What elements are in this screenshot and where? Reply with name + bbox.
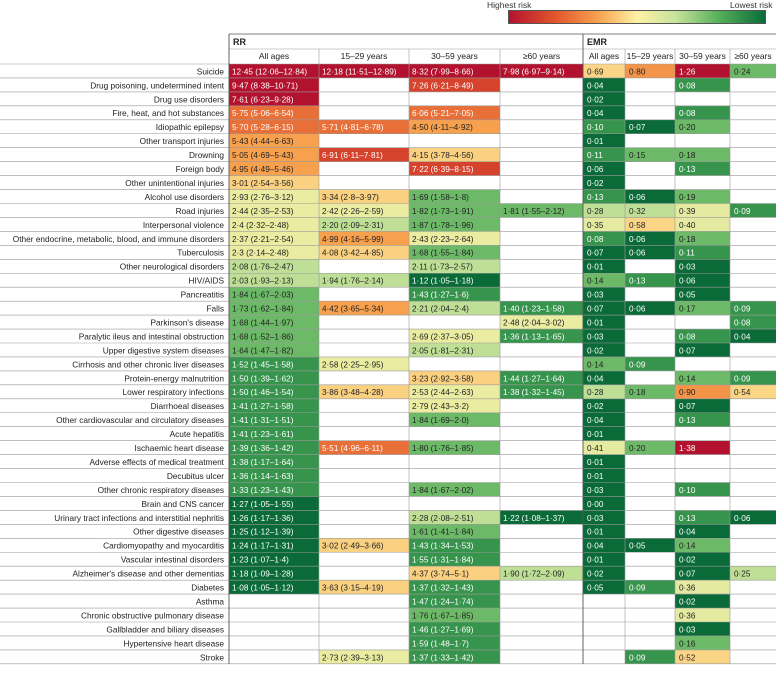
row-label: Drowning <box>188 150 224 161</box>
cell-value: 2·44 (2·35–2·53) <box>232 206 294 216</box>
cell-value: 0·06 <box>629 248 646 258</box>
cell-value: 1·59 (1·48–1·7) <box>412 639 469 649</box>
cell-value: 0·58 <box>629 220 646 230</box>
cell-value: 2·58 (2·25–2·95) <box>322 360 384 370</box>
row-label: Ischaemic heart disease <box>134 443 224 453</box>
cell-value: 1·23 (1·07–1·4) <box>232 555 289 565</box>
cell-value: 1·38 <box>679 444 696 453</box>
cell-value: 0·16 <box>679 639 696 649</box>
cell-value: 0·05 <box>629 541 646 551</box>
cell-value: 0·40 <box>679 220 696 230</box>
cell-value: 1·46 (1·27–1·69) <box>412 625 474 635</box>
cell-value: 0·36 <box>679 583 696 593</box>
cell-value: 0·24 <box>734 67 751 77</box>
cell-value: 0·11 <box>679 248 695 258</box>
cell-value: 1·68 (1·44–1·97) <box>232 318 294 328</box>
cell-value: 0·04 <box>587 541 604 551</box>
cell-value: 0·01 <box>587 318 604 328</box>
group-header-emr: EMR <box>587 37 607 47</box>
cell-value: 4·99 (4·16–5·99) <box>322 234 384 244</box>
cell-value: 0·02 <box>679 597 696 607</box>
cell-value: 1·43 (1·34–1·53) <box>412 541 474 551</box>
cell-value: 0·03 <box>679 625 696 635</box>
column-header-rr_30: 30–59 years <box>431 51 478 61</box>
row-label: Other unintentional injuries <box>125 177 224 188</box>
cell-value: 0·06 <box>587 165 604 174</box>
cell-value: 6·91 (6·11–7·81) <box>322 151 383 161</box>
cell-value: 0·09 <box>629 360 646 370</box>
row-label: Other neurological disorders <box>119 261 224 272</box>
cell-value: 4·08 (3·42–4·85) <box>322 248 384 258</box>
row-label: Cardiomyopathy and myocarditis <box>103 540 224 551</box>
cell-value: 0·25 <box>734 569 751 579</box>
cell-value: 1·80 (1·76–1·85) <box>412 444 474 453</box>
cell-value: 2·53 (2·44–2·63) <box>412 388 474 398</box>
group-header-rr: RR <box>233 37 246 47</box>
cell-value: 0·13 <box>629 276 646 286</box>
row-label: Acute hepatitis <box>169 429 224 440</box>
row-label: Decubitus ulcer <box>166 470 224 481</box>
cell-value: 1·68 (1·55–1·84) <box>412 248 474 258</box>
cell-value: 0·35 <box>587 220 604 230</box>
cell-value: 12·18 (11·51–12·89) <box>322 67 397 77</box>
cell-value: 9·47 (8·38–10·71) <box>232 81 298 91</box>
row-label: Cirrhosis and other chronic liver diseases <box>72 359 224 370</box>
cell-value: 0·39 <box>679 206 696 216</box>
cell-value: 2·93 (2·76–3·12) <box>232 192 294 202</box>
cell-value: 1·12 (1·05–1·18) <box>412 276 474 286</box>
row-label: Falls <box>206 303 224 314</box>
cell-value: 0·02 <box>679 555 696 565</box>
cell-value: 0·10 <box>679 485 696 495</box>
cell-value: 2·69 (2·37–3·05) <box>412 332 474 342</box>
cell-value: 1·73 (1·62–1·84) <box>232 304 294 314</box>
cell-value: 6·06 (5·21–7·05) <box>412 109 474 119</box>
cell-value: 7·61 (6·23–9·28) <box>232 95 294 105</box>
cell-value: 0·06 <box>679 276 696 286</box>
cell-value: 1·36 (1·13–1·65) <box>503 332 565 342</box>
cell-value: 2·21 (2·04–2·4) <box>412 304 469 314</box>
column-header-emr_30: 30–59 years <box>679 51 726 61</box>
cell-value: 0·06 <box>629 192 646 202</box>
cell-value: 5·75 (5·06–6·54) <box>232 109 294 119</box>
cell-value: 1·68 (1·52–1·86) <box>232 332 294 342</box>
cell-value: 1·81 (1·55–2·12) <box>503 206 565 216</box>
row-label: Adverse effects of medical treatment <box>89 456 224 467</box>
cell-value: 0·07 <box>679 346 696 356</box>
cell-value: 1·39 (1·36–1·42) <box>232 444 294 453</box>
cell-value: 0·08 <box>679 81 696 91</box>
cell-value: 1·22 (1·08–1·37) <box>503 513 565 523</box>
cell-value: 0·03 <box>679 262 696 272</box>
row-label: Interpersonal violence <box>142 219 224 230</box>
cell-value: 3·02 (2·49–3·66) <box>322 541 384 551</box>
row-label: Other chronic respiratory diseases <box>97 484 224 495</box>
cell-value: 1·76 (1·67–1·85) <box>412 611 474 621</box>
cell-value: 1·61 (1·41–1·84) <box>412 527 474 537</box>
cell-value: 1·69 (1·58–1·8) <box>412 192 469 202</box>
cell-value: 0·05 <box>679 290 696 300</box>
cell-value: 0·03 <box>587 332 604 342</box>
cell-value: 0·52 <box>679 653 696 663</box>
cell-value: 5·70 (5·28–6·15) <box>232 123 294 133</box>
cell-value: 0·11 <box>587 151 603 161</box>
cell-value: 0·04 <box>587 374 604 384</box>
cell-value: 0·04 <box>587 416 604 426</box>
cell-value: 1·90 (1·72–2·09) <box>503 569 565 579</box>
cell-value: 1·36 (1·14–1·63) <box>232 471 294 481</box>
cell-value: 0·18 <box>679 234 696 244</box>
cell-value: 0·02 <box>587 95 604 105</box>
cell-value: 3·86 (3·48–4·28) <box>322 388 384 398</box>
column-header-emr_60: ≥60 years <box>734 51 772 61</box>
cell-value: 0·08 <box>587 234 604 244</box>
cell-value: 0·08 <box>679 109 696 119</box>
cell-value: 2·43 (2·23–2·64) <box>412 234 474 244</box>
cell-value: 2·37 (2·21–2·54) <box>232 234 294 244</box>
cell-value: 2·28 (2·08–2·51) <box>412 513 474 523</box>
cell-value: 1·47 (1·24–1·74) <box>412 597 474 607</box>
cell-value: 0·14 <box>679 374 696 384</box>
cell-value: 1·38 (1·17–1·64) <box>232 457 294 467</box>
column-header-emr_all: All ages <box>588 51 620 61</box>
column-header-rr_60: ≥60 years <box>522 51 561 61</box>
cell-value: 0·07 <box>629 123 646 133</box>
cell-value: 0·09 <box>734 374 751 384</box>
cell-value: 0·13 <box>679 165 696 174</box>
cell-value: 0·15 <box>629 151 646 161</box>
cell-value: 0·03 <box>587 513 604 523</box>
cell-value: 4·15 (3·78–4·56) <box>412 151 474 161</box>
row-label: Chronic obstructive pulmonary disease <box>81 610 224 621</box>
cell-value: 0·03 <box>587 290 604 300</box>
cell-value: 1·44 (1·27–1·64) <box>503 374 565 384</box>
cell-value: 0·32 <box>629 206 646 216</box>
cell-value: 0·04 <box>679 527 696 537</box>
cell-value: 1·24 (1·17–1·31) <box>232 541 294 551</box>
cell-value: 12·45 (12·06–12·84) <box>232 67 308 77</box>
cell-value: 2·79 (2·43–3·2) <box>412 402 469 412</box>
cell-value: 0·07 <box>587 248 604 258</box>
cell-value: 2·3 (2·14–2·48) <box>232 248 289 258</box>
cell-value: 0·06 <box>734 513 751 523</box>
row-label: Lower respiratory infections <box>122 387 224 398</box>
cell-value: 5·71 (4·81–6·78) <box>322 123 384 133</box>
row-label: Other endocrine, metabolic, blood, and immune disorders <box>12 233 224 244</box>
cell-value: 8·32 (7·99–8·66) <box>412 67 474 77</box>
cell-value: 0·06 <box>629 234 646 244</box>
cell-value: 0·90 <box>679 388 696 398</box>
row-label: Idiopathic epilepsy <box>155 122 224 133</box>
cell-value: 0·06 <box>629 304 646 314</box>
row-label: Asthma <box>195 596 224 607</box>
cell-value: 0·02 <box>587 569 604 579</box>
cell-value: 0·01 <box>587 457 604 467</box>
cell-value: 0·01 <box>587 555 604 565</box>
row-label: Drug poisoning, undetermined intent <box>90 80 224 91</box>
cell-value: 0·09 <box>734 206 751 216</box>
cell-value: 0·09 <box>629 583 646 593</box>
row-label: Foreign body <box>175 164 224 174</box>
cell-value: 0·69 <box>587 67 604 77</box>
cell-value: 3·01 (2·54–3·56) <box>232 178 294 188</box>
cell-value: 1·41 (1·27–1·58) <box>232 402 294 412</box>
cell-value: 0·01 <box>587 262 604 272</box>
row-label: Pancreatitis <box>180 289 224 300</box>
cell-value: 0·18 <box>679 151 696 161</box>
column-header-rr_all: All ages <box>258 51 290 61</box>
cell-value: 1·37 (1·33–1·42) <box>412 653 474 663</box>
cell-value: 0·02 <box>587 178 604 188</box>
cell-value: 0·09 <box>629 653 646 663</box>
cell-value: 1·25 (1·12–1·39) <box>232 527 294 537</box>
cell-value: 0·04 <box>734 332 751 342</box>
row-label: Parkinson's disease <box>150 317 224 328</box>
cell-value: 1·18 (1·09–1·28) <box>232 569 294 579</box>
cell-value: 2·48 (2·04–3·02) <box>503 318 565 328</box>
cell-value: 2·20 (2·09–2·31) <box>322 220 384 230</box>
cell-value: 0·01 <box>587 527 604 537</box>
row-label: Diarrhoeal diseases <box>150 401 224 412</box>
cell-value: 4·37 (3·74–5·1) <box>412 569 469 579</box>
cell-value: 0·05 <box>587 583 604 593</box>
row-label: Other digestive diseases <box>133 526 224 537</box>
cell-value: 0·07 <box>679 569 696 579</box>
cell-value: 1·08 (1·05–1·12) <box>232 583 294 593</box>
cell-value: 5·51 (4·96–6·11) <box>322 444 383 453</box>
cell-value: 1·84 (1·69–2·0) <box>412 416 469 426</box>
cell-value: 0·00 <box>587 499 604 509</box>
cell-value: 1·87 (1·78–1·96) <box>412 220 474 230</box>
cell-value: 2·73 (2·39–3·13) <box>322 653 384 663</box>
cell-value: 1·52 (1·45–1·58) <box>232 360 294 370</box>
cell-value: 0·13 <box>587 192 604 202</box>
cell-value: 0·80 <box>629 67 646 77</box>
cell-value: 0·01 <box>587 137 604 147</box>
cell-value: 0·36 <box>679 611 696 621</box>
cell-value: 0·01 <box>587 471 604 481</box>
legend-low-label: Lowest risk <box>730 0 773 10</box>
cell-value: 7·98 (6·97–9·14) <box>503 67 565 77</box>
cell-value: 0·01 <box>587 430 604 440</box>
cell-value: 0·04 <box>587 109 604 119</box>
legend-high-label: Highest risk <box>487 0 532 10</box>
row-label: Diabetes <box>191 582 224 593</box>
cell-value: 1·82 (1·73–1·91) <box>412 206 474 216</box>
row-label: Fire, heat, and hot substances <box>112 108 224 119</box>
row-label: Brain and CNS cancer <box>141 498 224 509</box>
cell-value: 1·50 (1·39–1·62) <box>232 374 294 384</box>
row-label: Suicide <box>196 66 224 77</box>
cell-value: 0·02 <box>587 346 604 356</box>
cell-value: 0·19 <box>679 192 696 202</box>
cell-value: 1·33 (1·23–1·43) <box>232 485 294 495</box>
cell-value: 1·94 (1·76–2·14) <box>322 276 384 286</box>
cell-value: 2·11 (1·73–2·57) <box>412 262 473 272</box>
cell-value: 2·4 (2·32–2·48) <box>232 220 289 230</box>
cell-value: 1·38 (1·32–1·45) <box>503 388 565 398</box>
cell-value: 7·22 (6·39–8·15) <box>412 165 474 174</box>
cell-value: 1·26 (1·17–1·36) <box>232 513 294 523</box>
cell-value: 2·42 (2·26–2·59) <box>322 206 384 216</box>
cell-value: 1·84 (1·67–2·03) <box>232 290 294 300</box>
cell-value: 0·14 <box>587 276 604 286</box>
cell-value: 0·20 <box>629 444 646 453</box>
row-label: Vascular intestinal disorders <box>120 554 224 565</box>
cell-value: 0·28 <box>587 388 604 398</box>
cell-value: 0·28 <box>587 206 604 216</box>
row-label: Other transport injuries <box>139 136 224 147</box>
row-label: HIV/AIDS <box>188 275 224 286</box>
cell-value: 1·40 (1·23–1·58) <box>503 304 565 314</box>
cell-value: 1·26 <box>679 67 696 77</box>
row-label: Tuberculosis <box>177 247 224 258</box>
cell-value: 5·05 (4·69–5·43) <box>232 151 294 161</box>
cell-value: 0·13 <box>679 513 696 523</box>
cell-value: 3·23 (2·92–3·58) <box>412 374 474 384</box>
cell-value: 7·26 (6·21–8·49) <box>412 81 474 91</box>
cell-value: 2·08 (1·76–2·47) <box>232 262 294 272</box>
cell-value: 1·41 (1·31–1·51) <box>232 416 294 426</box>
cell-value: 0·03 <box>587 485 604 495</box>
row-label: Alzheimer's disease and other dementias <box>72 568 224 579</box>
row-label: Other cardiovascular and circulatory diseases <box>56 415 224 426</box>
row-label: Stroke <box>200 652 224 663</box>
cell-value: 0·17 <box>679 304 696 314</box>
cell-value: 0·10 <box>587 123 604 133</box>
cell-value: 0·08 <box>679 332 696 342</box>
cell-value: 4·42 (3·65–5·34) <box>322 304 384 314</box>
row-label: Road injuries <box>175 205 224 216</box>
cell-value: 3·63 (3·15–4·19) <box>322 583 384 593</box>
row-label: Alcohol use disorders <box>144 191 224 202</box>
row-label: Hypertensive heart disease <box>123 638 224 649</box>
cell-value: 0·54 <box>734 388 751 398</box>
cell-value: 1·37 (1·32–1·43) <box>412 583 474 593</box>
column-header-rr_15: 15–29 years <box>340 51 388 61</box>
cell-value: 1·50 (1·46–1·54) <box>232 388 294 398</box>
cell-value: 0·18 <box>629 388 646 398</box>
row-label: Drug use disorders <box>153 94 224 105</box>
row-label: Urinary tract infections and interstitial nephritis <box>54 512 224 523</box>
cell-value: 0·20 <box>679 123 696 133</box>
column-header-emr_15: 15–29 years <box>626 51 674 61</box>
cell-value: 4·95 (4·49–5·46) <box>232 165 294 174</box>
cell-value: 1·27 (1·05–1·55) <box>232 499 294 509</box>
cell-value: 0·04 <box>587 81 604 91</box>
cell-value: 0·13 <box>679 416 696 426</box>
cell-value: 5·43 (4·44–6·63) <box>232 137 294 147</box>
row-label: Protein-energy malnutrition <box>124 373 224 384</box>
cell-value: 3·34 (2·8–3·97) <box>322 192 379 202</box>
cell-value: 0·14 <box>679 541 696 551</box>
cell-value: 2·05 (1·81–2·31) <box>412 346 474 356</box>
cell-value: 4·50 (4·11–4·92) <box>412 123 473 133</box>
row-label: Upper digestive system diseases <box>102 345 224 356</box>
cell-value: 1·64 (1·47–1·82) <box>232 346 294 356</box>
cell-value: 1·84 (1·67–2·02) <box>412 485 474 495</box>
cell-value: 0·41 <box>587 444 604 453</box>
row-label: Paralytic ileus and intestinal obstruction <box>78 331 224 342</box>
cell-value: 1·41 (1·23–1·61) <box>232 430 294 440</box>
row-label: Gallbladder and biliary diseases <box>106 624 224 635</box>
cell-value: 0·07 <box>587 304 604 314</box>
cell-value: 0·07 <box>679 402 696 412</box>
cell-value: 0·08 <box>734 318 751 328</box>
cell-value: 0·02 <box>587 402 604 412</box>
cell-value: 1·43 (1·27–1·6) <box>412 290 469 300</box>
cell-value: 0·14 <box>587 360 604 370</box>
cell-value: 0·09 <box>734 304 751 314</box>
cell-value: 2·03 (1·93–2·13) <box>232 276 294 286</box>
cell-value: 1·55 (1·31–1·84) <box>412 555 474 565</box>
